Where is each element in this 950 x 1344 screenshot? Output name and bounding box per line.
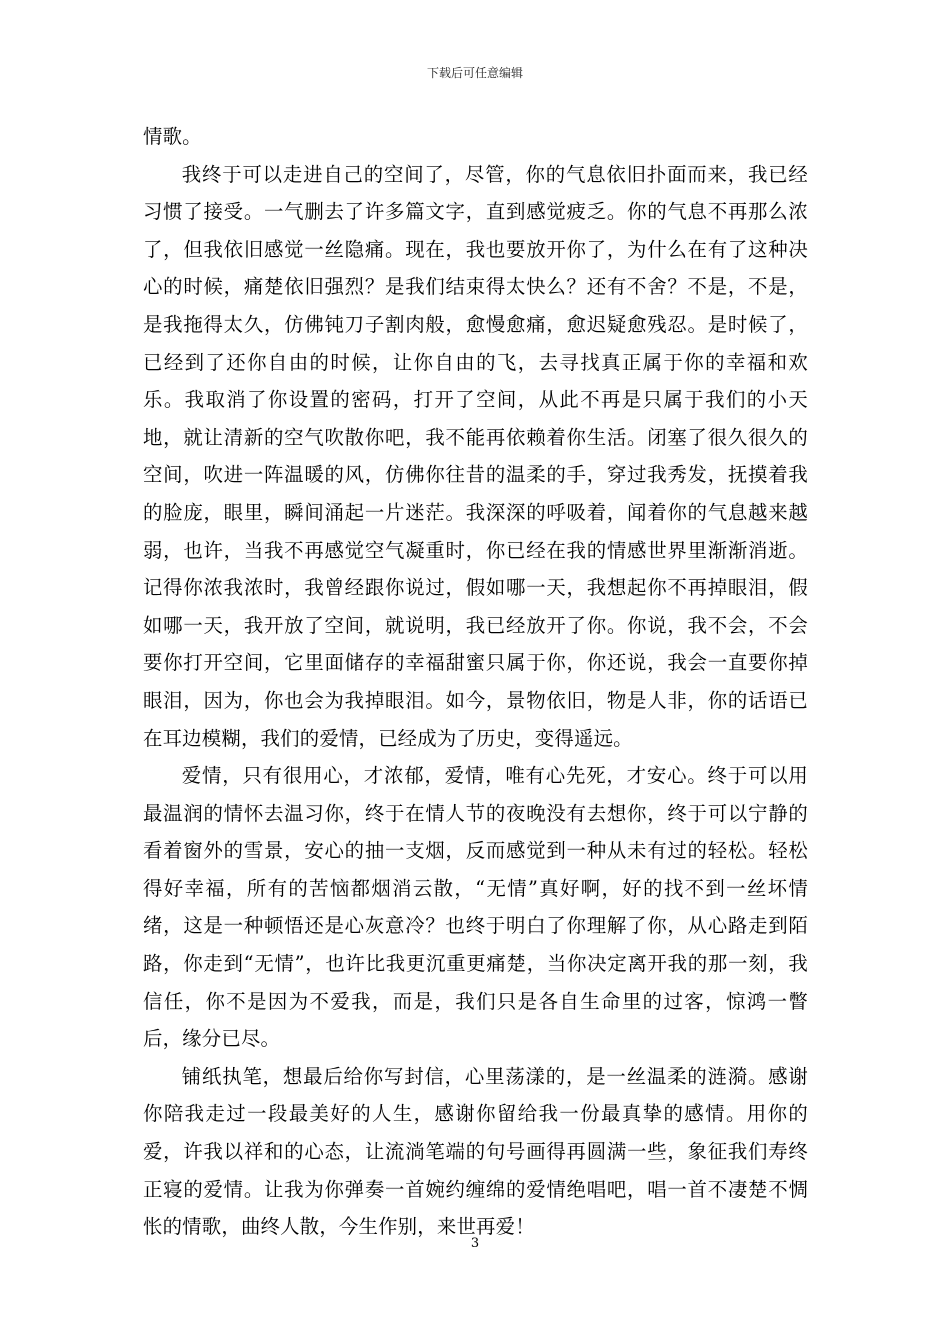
paragraph: 爱情，只有很用心，才浓郁，爱情，唯有心先死，才安心。终于可以用最温润的情怀去温习你，终于在情人节的夜晚没有去想你，终于可以宁静的看着窗外的雪景，安心的抽一支烟，反而感觉到一种从未有过的轻松。轻松得好幸福，所有的苦恼都烟消云散，“无情”真好啊，好的找不到一丝坏情绪，这是一种顿悟还是心灰意冷？也终于明白了你理解了你，从心路走到陌路，你走到“无情”，也许比我更沉重更痛楚，当你决定离开我的那一刻，我信任，你不是因为不爱我，而是，我们只是各自生命里的过客，惊鸿一瞥后，缘分已尽。 (143, 764, 808, 1051)
page-number: 3 (470, 1236, 480, 1251)
paragraph: 铺纸执笔，想最后给你写封信，心里荡漾的，是一丝温柔的涟漪。感谢你陪我走过一段最美好的人生，感谢你留给我一份最真挚的感情。用你的爱，许我以祥和的心态，让流淌笔端的句号画得再圆满一些，象征我们寿终正寝的爱情。让我为你弹奏一首婉约缠绵的爱情绝唱吧，唱一首不凄楚不惆怅的情歌，曲终人散，今生作别，来世再爱！ (143, 1064, 808, 1239)
paragraph-continuation: 情歌。 (143, 125, 202, 148)
paragraph: 我终于可以走进自己的空间了，尽管，你的气息依旧扑面而来，我已经习惯了接受。一气删去了许多篇文字，直到感觉疲乏。你的气息不再那么浓了，但我依旧感觉一丝隐痛。现在，我也要放开你了，为什么在有了这种决心的时候，痛楚依旧强烈？是我们结束得太快么？还有不舍？不是，不是，是我拖得太久，仿佛钝刀子割肉般，愈慢愈痛，愈迟疑愈残忍。是时候了，已经到了还你自由的时候，让你自由的飞，去寻找真正属于你的幸福和欢乐。我取消了你设置的密码，打开了空间，从此不再是只属于我们的小天地，就让清新的空气吹散你吧，我不能再依赖着你生活。闭塞了很久很久的空间，吹进一阵温暖的风，仿佛你往昔的温柔的手，穿过我秀发，抚摸着我的脸庞，眼里，瞬间涌起一片迷茫。我深深的呼吸着，闻着你的气息越来越弱，也许，当我不再感觉空气凝重时，你已经在我的情感世界里渐渐消逝。记得你浓我浓时，我曾经跟你说过，假如哪一天，我想起你不再掉眼泪，假如哪一天，我开放了空间，就说明，我已经放开了你。你说，我不会，不会要你打开空间，它里面储存的幸福甜蜜只属于你，你还说，我会一直要你掉眼泪，因为，你也会为我掉眼泪。如今，景物依旧，物是人非，你的话语已在耳边模糊，我们的爱情，已经成为了历史，变得遥远。 (143, 162, 808, 750)
page-header: 下载后可任意编辑 (426, 66, 523, 80)
body-text (143, 118, 808, 1246)
